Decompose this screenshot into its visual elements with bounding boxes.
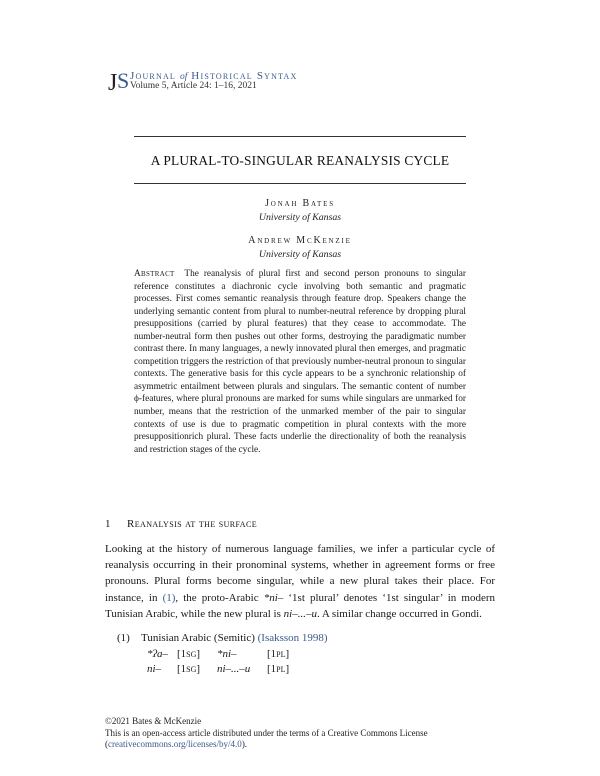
form-cell: *ni– [217, 648, 237, 660]
author-name: Jonah Bates [265, 198, 335, 209]
gloss-cell: [1sg] [177, 663, 201, 675]
section-heading: 1 Reanalysis at the surface [105, 518, 257, 530]
body-paragraph: Looking at the history of numerous language families, we infer a particular cycle of reanalysis occurring in their pronominal systems, whether in agreement forms or free pronouns. Plural forms become singular, while a new plural takes their place. For instance, in (1), the proto-Arabic *ni– ‘1st plural’ denotes ‘1st singular’ in modern Tunisian Arabic, while the new plural is ni–...–u. A similar change occurred in Gondi. [105, 543, 495, 620]
example-ref-link[interactable]: (1) [162, 591, 176, 604]
example-block [105, 632, 495, 678]
gloss-cell: [1pl] [267, 663, 290, 675]
volume-line: Volume 5, Article 24: 1–16, 2021 [130, 81, 257, 91]
form-cell: ni–...–u [217, 663, 251, 675]
author-affiliation: University of Kansas [258, 249, 342, 260]
article-title: A PLURAL-TO-SINGULAR REANALYSIS CYCLE [150, 153, 450, 168]
author-affiliation: University of Kansas [258, 212, 342, 223]
gloss-cell: [1sg] [177, 648, 201, 660]
form-cell: ni– [147, 663, 162, 675]
svg-text:S: S [117, 68, 130, 93]
license-line: This is an open-access article distributed under the terms of a Creative Commons License [105, 727, 428, 738]
abstract-body: The reanalysis of plural first and second person pronouns to singular reference constitutes a diachronic cycle involving both semantic and pragmatic processes. First comes semantic reanalysis through feature drop. Speakers change the underlying semantic content from plural to number-neutral reference by dropping plural presuppositions (carried by plural features) that they cease to accommodate. The number-neutral form then pushes out other forms, destroying the paradigmatic number contrast there. In many languages, a newly innovated plural then emerges, and pragmatic competition triggers the restriction of that previously number-neutral pronoun to singular contexts. The generative basis for this cycle appears to be a synchronic relationship of asymmetric entailment between plurals and singulars. The semantic content of number ϕ-features, where plural pronouns are marked for sums while singulars are unmarked for number, means that the restriction of the unmarked member of the pair to singular contexts of use is due to pragmatic competition in plural contexts with the more presuppositionrich plural. These facts underlie the directionality of both the reanalysis and restriction stages of the cycle. [134, 269, 466, 455]
example-number: (1) [117, 632, 130, 644]
copyright-notice [105, 716, 495, 751]
abstract-heading: Abstract [134, 269, 175, 279]
form-cell: *ʔa– [147, 648, 169, 660]
svg-text:J: J [108, 70, 118, 96]
example-heading: Tunisian Arabic (Semitic) (Isaksson 1998) [141, 632, 328, 644]
license-url-line: (creativecommons.org/licenses/by/4.0). [105, 739, 248, 750]
journal-name: Journal of Historical Syntax [130, 70, 298, 82]
citation-link[interactable]: (Isaksson 1998) [257, 632, 328, 644]
copyright-line: ©2021 Bates & McKenzie [105, 716, 202, 726]
title-top-rule [134, 136, 466, 137]
gloss-cell: [1pl] [267, 648, 290, 660]
abstract [134, 268, 466, 456]
license-link[interactable]: creativecommons.org/licenses/by/4.0 [108, 739, 242, 750]
author-name: Andrew McKenzie [248, 235, 352, 246]
title-bottom-rule [134, 183, 466, 184]
